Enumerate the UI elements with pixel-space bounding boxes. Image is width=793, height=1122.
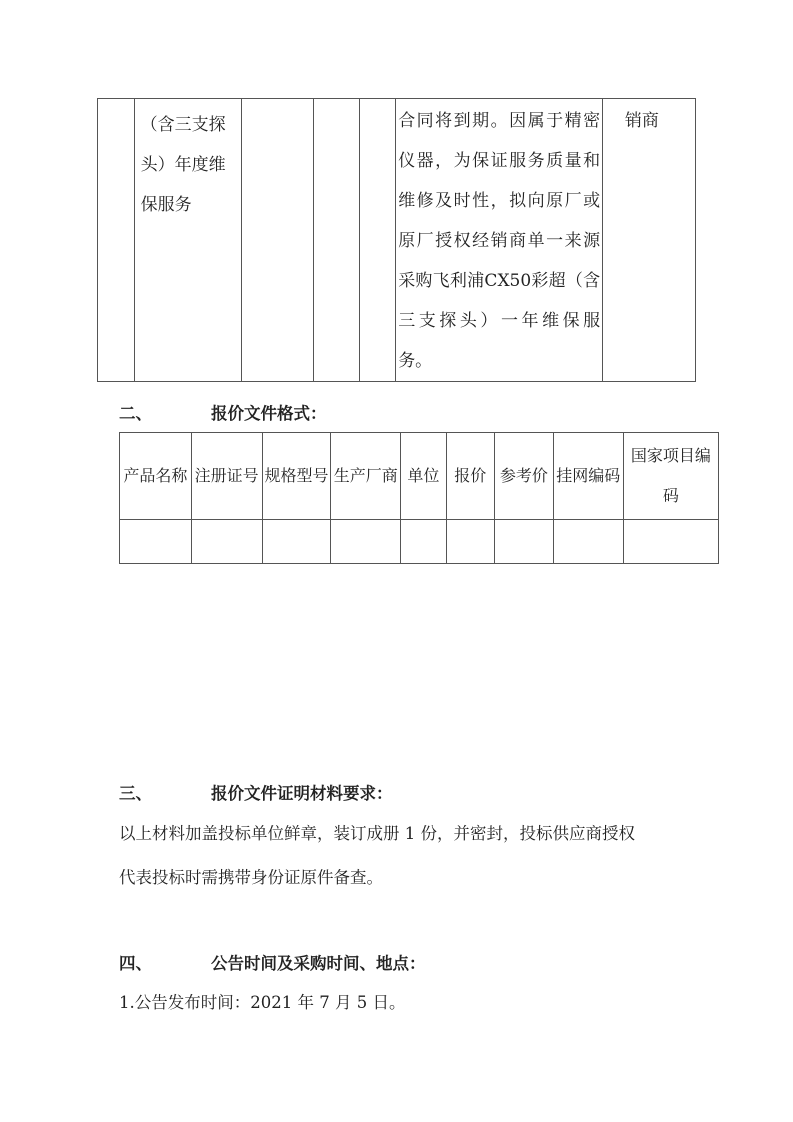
header-unit: 单位 bbox=[401, 433, 446, 520]
supplier-text: 销商 bbox=[624, 111, 659, 131]
header-manufacturer: 生产厂商 bbox=[331, 433, 401, 520]
section-2-heading bbox=[119, 400, 519, 424]
header-quote: 报价 bbox=[446, 433, 494, 520]
table-row bbox=[98, 99, 696, 382]
table-cell-empty bbox=[401, 520, 446, 564]
section-number: 二、 bbox=[119, 404, 152, 423]
table-cell-empty bbox=[241, 99, 313, 382]
table-cell-reason bbox=[396, 99, 603, 382]
table-header-row bbox=[120, 433, 719, 520]
header-listing-code: 挂网编码 bbox=[553, 433, 623, 520]
section-number: 三、 bbox=[119, 784, 152, 803]
header-spec-model: 规格型号 bbox=[262, 433, 331, 520]
header-national-project-code: 国家项目编码 bbox=[623, 433, 718, 520]
table-cell-empty bbox=[262, 520, 331, 564]
section-title: 公告时间及采购时间、地点： bbox=[211, 954, 426, 973]
header-registration-number: 注册证号 bbox=[191, 433, 262, 520]
table-row bbox=[120, 520, 719, 564]
table-cell-empty bbox=[359, 99, 396, 382]
table-cell-index bbox=[98, 99, 135, 382]
table-cell-empty bbox=[494, 520, 553, 564]
table-cell-empty bbox=[553, 520, 623, 564]
reason-text: 合同将到期。因属于精密仪器，为保证服务质量和维修及时性，拟向原厂或原厂授权经销商单一来源采购飞利浦CX50彩超（含三支探头）一年维保服务。 bbox=[398, 111, 601, 371]
header-product-name: 产品名称 bbox=[120, 433, 192, 520]
item-name-text: （含三支探头）年度维保服务 bbox=[140, 115, 226, 215]
table-cell-empty bbox=[446, 520, 494, 564]
table-cell-empty bbox=[623, 520, 718, 564]
section-title: 报价文件格式： bbox=[211, 404, 327, 423]
table-cell-empty bbox=[120, 520, 192, 564]
table-cell-item-name bbox=[134, 99, 241, 382]
section-4-heading bbox=[119, 950, 539, 974]
table-cell-empty bbox=[314, 99, 359, 382]
continuation-table bbox=[97, 98, 696, 382]
section-title: 报价文件证明材料要求： bbox=[211, 784, 393, 803]
quote-format-table bbox=[119, 432, 719, 564]
section-3-paragraph-line-2: 代表投标时需携带身份证原件备查。 bbox=[119, 868, 383, 887]
table-cell-supplier bbox=[602, 99, 695, 382]
section-3-paragraph-line-1: 以上材料加盖投标单位鲜章，装订成册 1 份，并密封，投标供应商授权 bbox=[119, 824, 635, 843]
section-3-heading bbox=[119, 780, 539, 804]
section-4-item-1: 1.公告发布时间：2021 年 7 月 5 日。 bbox=[119, 993, 406, 1012]
section-number: 四、 bbox=[119, 954, 152, 973]
table-cell-empty bbox=[331, 520, 401, 564]
table-cell-empty bbox=[191, 520, 262, 564]
header-reference-price: 参考价 bbox=[494, 433, 553, 520]
